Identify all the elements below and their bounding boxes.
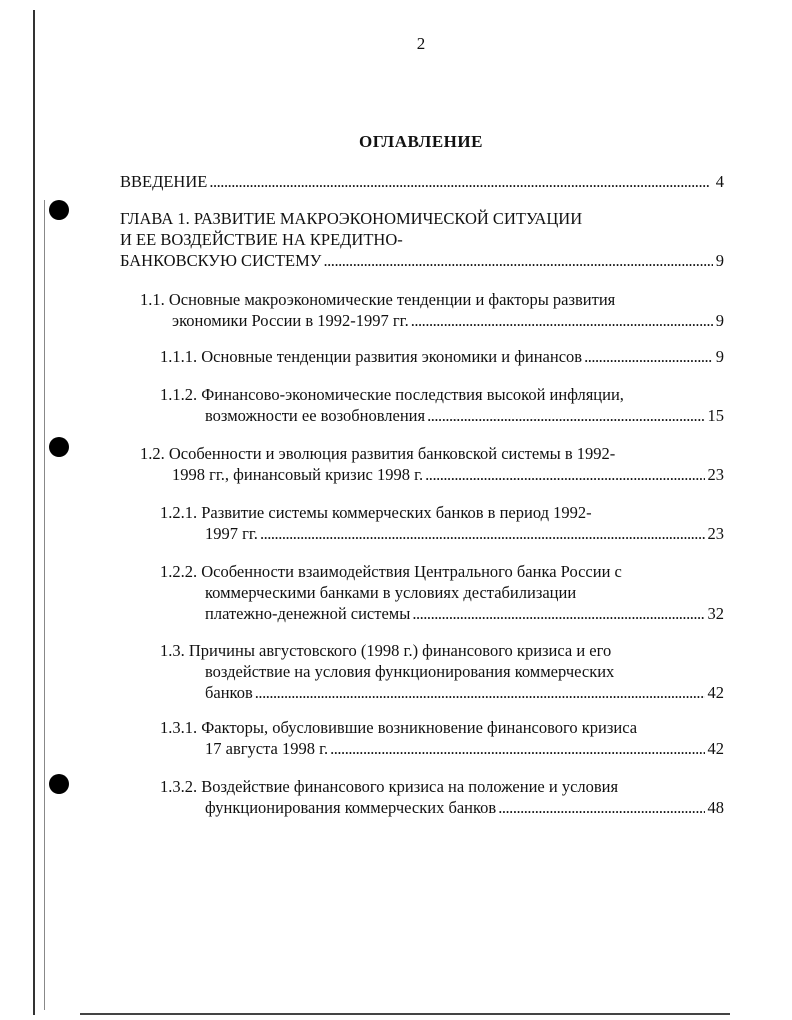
toc-entry-text: И ЕЕ ВОЗДЕЙСТВИЕ НА КРЕДИТНО- [120,230,403,249]
toc-entry-text: платежно-денежной системы [205,604,411,623]
toc-page-number: 42 [707,739,724,758]
toc-entry-text: 1.2. Особенности и эволюция развития банковской системы в 1992- [140,444,616,463]
toc-entry-text: функционирования коммерческих банков [205,798,497,817]
toc-entry-text: воздействие на условия функционирования коммерческих [205,662,615,681]
dot-leader [427,405,704,426]
toc-entry-1-2-2[interactable] [160,561,724,624]
toc-entry-text: 1.1. Основные макроэкономические тенденции и факторы развития [140,290,616,309]
page-number: 2 [416,34,426,53]
dot-leader [412,603,704,624]
toc-entry-text: 1.2.2. Особенности взаимодействия Центрального банка России с [160,562,622,581]
toc-entry-text: 1997 гг. [205,524,258,543]
toc-entry-text: 17 августа 1998 г. [205,739,329,758]
toc-entry-text: 1.3.1. Факторы, обусловившие возникновение финансового кризиса [160,718,638,737]
toc-page-number: 4 [715,172,724,191]
dot-leader [330,738,704,759]
toc-entry-text: экономики России в 1992-1997 гг. [172,311,409,330]
toc-entry-text: ВВЕДЕНИЕ [120,172,208,191]
toc-page-number: 23 [707,524,724,543]
toc-page-number: 32 [707,604,724,623]
dot-leader [425,464,704,485]
toc-entry-text: 1.2.1. Развитие системы коммерческих банков в период 1992- [160,503,592,522]
toc-page-number: 15 [707,406,724,425]
dot-leader [260,523,705,544]
dot-leader [324,250,713,271]
punch-hole [49,200,69,220]
toc-entry-introduction[interactable] [120,171,724,192]
toc-page-number: 42 [707,683,724,702]
scan-margin-line [33,10,35,1015]
toc-entry-text: 1.3. Причины августовского (1998 г.) финансового кризиса и его [160,641,612,660]
toc-entry-text: 1.3.2. Воздействие финансового кризиса на положение и условия [160,777,619,796]
toc-entry-text: БАНКОВСКУЮ СИСТЕМУ [120,251,322,270]
scan-margin-line [44,200,45,1010]
dot-leader [498,797,704,818]
toc-title: ОГЛАВЛЕНИЕ [359,132,483,151]
toc-entry-text: 1998 гг., финансовый кризис 1998 г. [172,465,424,484]
toc-entry-text: коммерческими банками в условиях дестабилизации [205,583,577,602]
toc-entry-chapter-1[interactable] [120,208,724,271]
toc-entry-1-2[interactable] [140,443,724,485]
toc-entry-1-3[interactable] [160,640,724,703]
toc-entry-text: ГЛАВА 1. РАЗВИТИЕ МАКРОЭКОНОМИЧЕСКОЙ СИТУАЦИИ [120,209,583,228]
toc-entry-text: возможности ее возобновления [205,406,426,425]
dot-leader [584,346,713,367]
toc-entry-text: 1.1.1. Основные тенденции развития экономики и финансов [160,347,583,366]
toc-page-number: 48 [707,798,724,817]
dot-leader [255,682,705,703]
scan-bottom-line [80,1013,730,1015]
toc-entry-1-3-1[interactable] [160,717,724,759]
toc-entry-1-2-1[interactable] [160,502,724,544]
toc-page-number: 23 [707,465,724,484]
toc-page-number: 9 [715,347,724,366]
punch-hole [49,437,69,457]
toc-entry-text: банков [205,683,253,702]
toc-entry-1-3-2[interactable] [160,776,724,818]
toc-page-number: 9 [715,251,724,270]
dot-leader [411,310,713,331]
punch-hole [49,774,69,794]
toc-entry-text: 1.1.2. Финансово-экономические последствия высокой инфляции, [160,385,624,404]
toc-entry-1-1[interactable] [140,289,724,331]
dot-leader [209,171,712,192]
toc-page-number: 9 [715,311,724,330]
toc-entry-1-1-2[interactable] [160,384,724,426]
toc-entry-1-1-1[interactable] [160,346,724,367]
